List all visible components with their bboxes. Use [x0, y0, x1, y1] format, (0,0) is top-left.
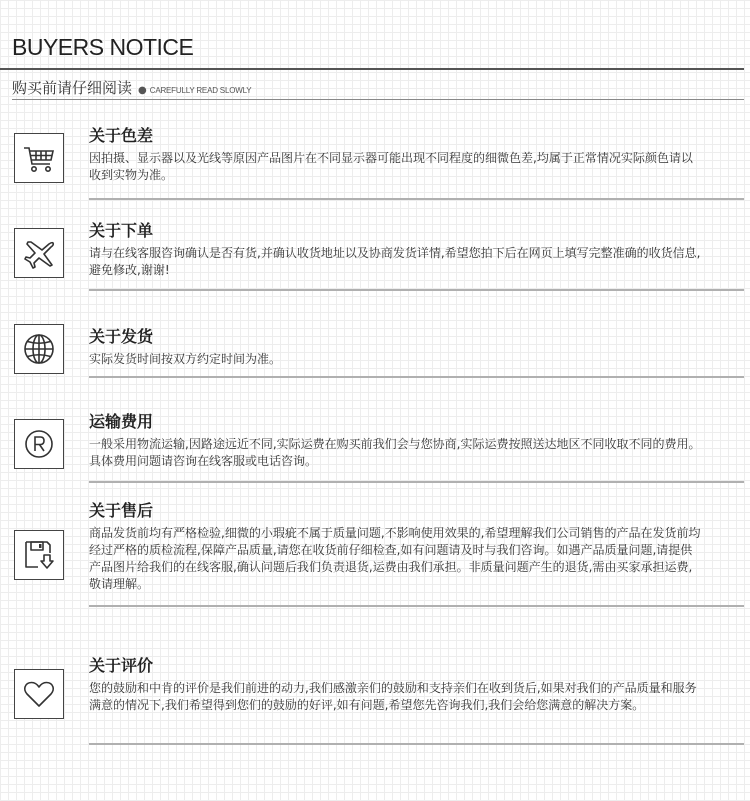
page-title: BUYERS NOTICE — [12, 34, 194, 60]
section-text: 您的鼓励和中肯的评价是我们前进的动力,我们感激亲们的鼓励和支持亲们在收到货后,如果对我们的产品质量和服务满意的情况下,我们希望得到您们的鼓励的好评,如有问题,希望您先咨询我们,我们会给您满意的解决方案。 — [89, 681, 697, 712]
section-divider — [89, 605, 744, 607]
heart-icon — [14, 669, 64, 719]
section-title: 关于评价 — [89, 656, 154, 675]
shopping-cart-icon — [14, 133, 64, 183]
section-title: 关于下单 — [89, 221, 154, 240]
globe-icon — [14, 324, 64, 374]
section-text: 实际发货时间按双方约定时间为准。 — [89, 352, 282, 366]
section-text: 因拍摄、显示器以及光线等原因产品图片在不同显示器可能出现不同程度的细微色差,均属于正常情况实际颜色请以收到实物为准。 — [89, 151, 693, 182]
section-divider — [89, 198, 744, 200]
section-divider — [89, 289, 744, 291]
section-text: 商品发货前均有严格检验,细微的小瑕疵不属于质量问题,不影响使用效果的,希望理解我们公司销售的产品在发货前均经过严格的质检流程,保障产品质量,请您在收货前仔细检查,如有问题请及时与我们咨询。如遇产品质量问题,请提供 产品图片给我们的在线客服,确认问题后我们负责退货,运费由我们承担。非质量问题产生的退货,需由买家承担运费,敬请理解。 — [89, 526, 701, 591]
section-text: 一般采用物流运输,因路途远近不同,实际运费在购买前我们会与您协商,实际运费按照送达地区不同收取不同的费用。具体费用问题请咨询在线客服或电话咨询。 — [89, 437, 701, 468]
section-divider — [89, 743, 744, 745]
title-divider — [0, 68, 744, 70]
subtitle-chinese: 购买前请仔细阅读 — [12, 79, 133, 97]
section-divider — [89, 481, 744, 483]
airplane-icon — [14, 228, 64, 278]
subtitle-divider — [12, 99, 744, 100]
subtitle-bullet: ● — [138, 85, 147, 96]
registered-icon — [14, 419, 64, 469]
section-title: 关于发货 — [89, 327, 154, 346]
section-title: 关于售后 — [89, 501, 154, 520]
save-download-icon — [14, 530, 64, 580]
subtitle — [12, 77, 251, 98]
section-text: 请与在线客服咨询确认是否有货,并确认收货地址以及协商发货详情,希望您拍下后在网页上填写完整准确的收货信息,避免修改,谢谢! — [89, 246, 701, 277]
subtitle-english: CAREFULLY READ SLOWLY — [149, 86, 252, 95]
section-title: 运输费用 — [89, 412, 154, 431]
section-title: 关于色差 — [89, 126, 154, 145]
section-divider — [89, 376, 744, 378]
